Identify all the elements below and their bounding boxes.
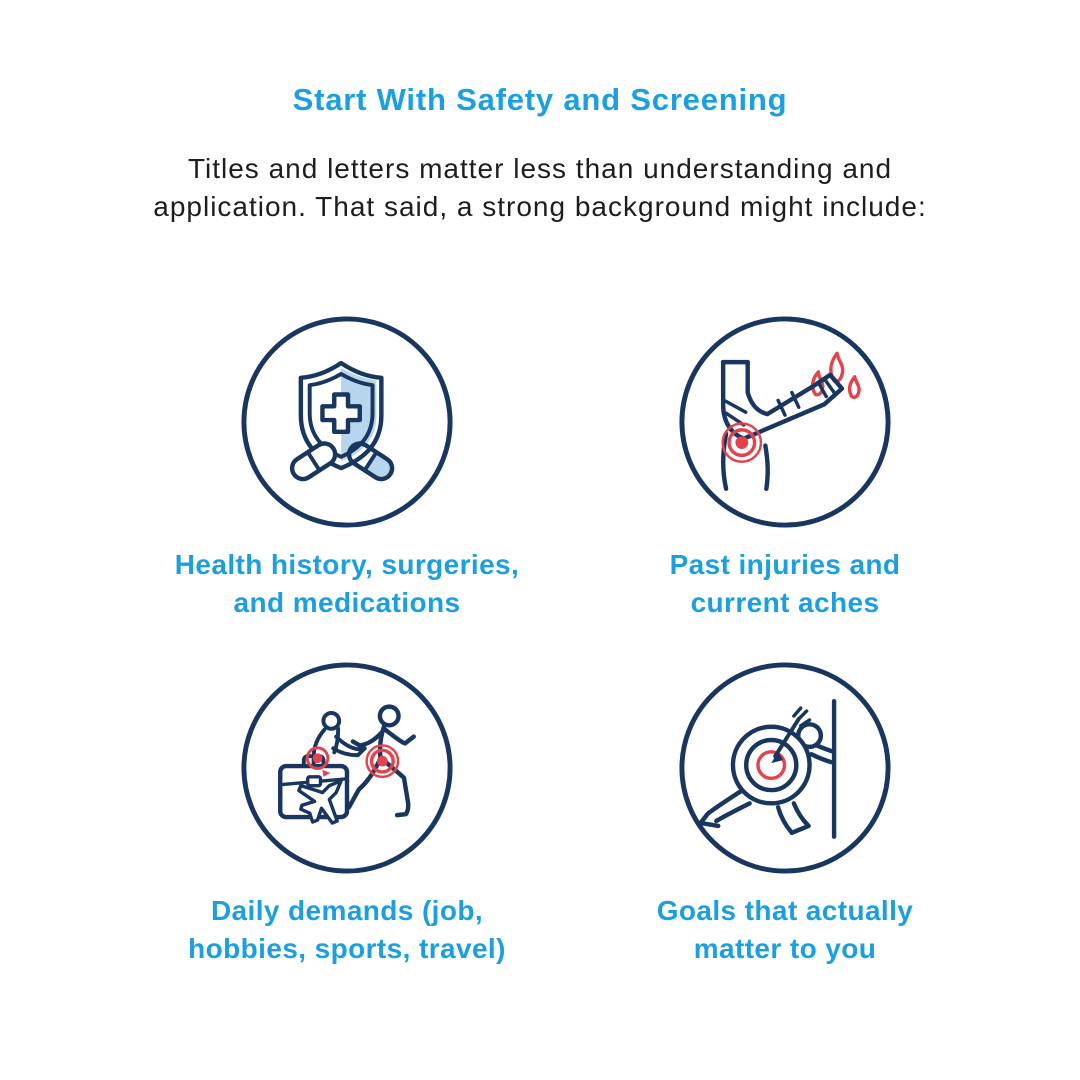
caption-health-history: Health history, surgeries, and medications <box>174 549 520 618</box>
subtitle <box>0 150 1080 226</box>
card-goals <box>566 660 1004 968</box>
caption-goals: Goals that actually matter to you <box>656 895 914 964</box>
card-daily-demands <box>128 660 566 968</box>
caption-daily-demands: Daily demands (job, hobbies, sports, travel) <box>188 895 506 964</box>
card-health-history <box>128 314 566 622</box>
header <box>0 0 1080 226</box>
page-title: Start With Safety and Screening <box>292 82 788 117</box>
icon-grid <box>26 314 1080 968</box>
wall-stretch-target-arrow-icon <box>677 660 893 876</box>
subtitle-line-2: application. That said, a strong background might include: <box>153 191 927 222</box>
injured-arm-flames-icon <box>677 314 893 530</box>
subtitle-line-1: Titles and letters matter less than understanding and <box>187 153 893 184</box>
card-past-injuries <box>566 314 1004 622</box>
shield-cross-pills-icon <box>239 314 455 530</box>
caption-past-injuries: Past injuries and current aches <box>669 549 901 618</box>
briefcase-runner-plane-icon <box>239 660 455 876</box>
